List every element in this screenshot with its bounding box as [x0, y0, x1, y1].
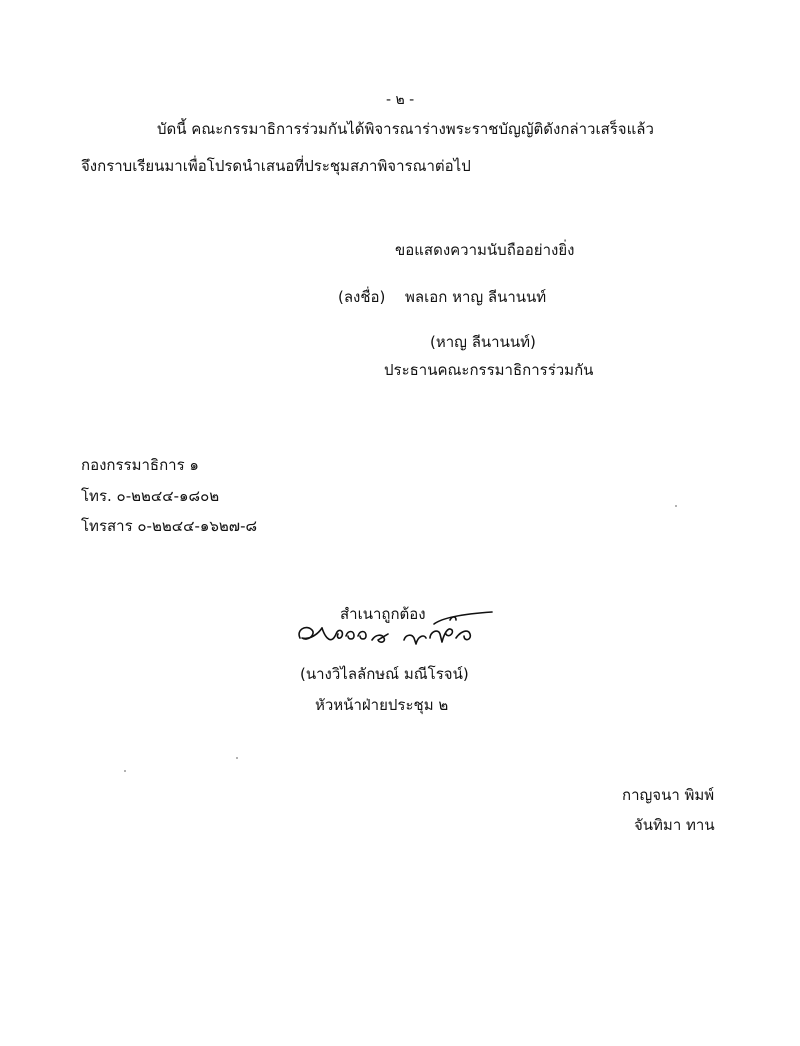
phone-number: โทร. ๐-๒๒๔๔-๑๘๐๒	[81, 487, 220, 505]
signed-prefix: (ลงชื่อ)	[338, 288, 386, 306]
scan-speck	[236, 757, 238, 759]
fax-number: โทรสาร ๐-๒๒๔๔-๑๖๒๗-๘	[81, 517, 258, 535]
certifier-name: (นางวิไลลักษณ์ มณีโรจน์)	[300, 665, 469, 683]
handwritten-signature	[292, 604, 502, 654]
body-line-2: จึงกราบเรียนมาเพื่อโปรดนำเสนอที่ประชุมสภาพิจารณาต่อไป	[81, 157, 471, 175]
signer-position: ประธานคณะกรรมาธิการร่วมกัน	[384, 361, 594, 379]
page-number: - ๒ -	[386, 92, 415, 108]
office-name: กองกรรมาธิการ ๑	[81, 456, 199, 474]
scan-speck	[124, 770, 126, 772]
signer-name: พลเอก หาญ ลีนานนท์	[405, 288, 547, 306]
certifier-position: หัวหน้าฝ่ายประชุม ๒	[315, 696, 449, 714]
signer-name-parenthetical: (หาญ ลีนานนท์)	[430, 333, 536, 351]
certification-label: สำเนาถูกต้อง	[340, 605, 426, 623]
body-line-1: บัดนี้ คณะกรรมาธิการร่วมกันได้พิจารณาร่างพระราชบัญญัติดังกล่าวเสร็จแล้ว	[157, 120, 654, 138]
scan-speck	[675, 505, 677, 507]
closing-salutation: ขอแสดงความนับถืออย่างยิ่ง	[395, 241, 575, 259]
proofreader-name: จันทิมา ทาน	[634, 816, 715, 834]
typist-name: กาญจนา พิมพ์	[622, 786, 715, 804]
